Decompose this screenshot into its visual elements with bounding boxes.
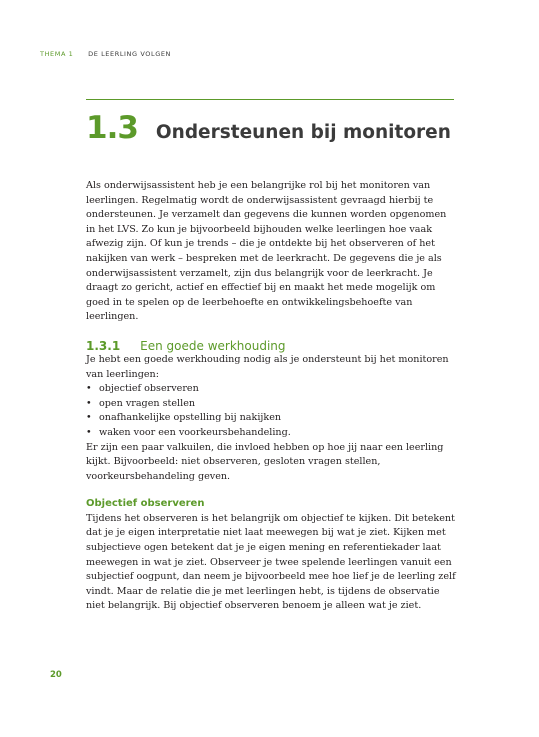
running-head <box>40 50 171 58</box>
subsection-heading <box>86 339 456 353</box>
page-number: 20 <box>50 670 62 680</box>
pitfalls-paragraph: Er zijn een paar valkuilen, die invloed hebben op hoe jij naar een leerling kijkt. Bijvoorbeeld: niet observeren, gesloten vragen stellen, voorkeursbehandeling geven. <box>86 441 444 482</box>
objective-heading: Objectief observeren <box>86 498 205 510</box>
list-item-text: open vragen stellen <box>99 397 196 409</box>
list-item <box>86 426 456 441</box>
running-head-title: DE LEERLING VOLGEN <box>88 50 172 58</box>
section-heading <box>86 110 451 146</box>
list-item-text: waken voor een voorkeursbehandeling. <box>99 426 291 438</box>
bullet-icon: • <box>86 426 92 438</box>
subsection-title: Een goede werkhouding <box>140 338 286 353</box>
objective-paragraph: Tijdens het observeren is het belangrijk om objectief te kijken. Dit betekent dat je je eigen interpretatie niet laat meewegen bij wat je ziet. Kijken met subjectieve ogen betekent dat je je eigen mening en referentiekader laat meewegen in wat je ziet. Observeer je twee spelende leerlingen vanuit een subjectief oogpunt, dan neem je bijvoorbeeld mee hoe lief je de leerling zelf vindt. Maar de relatie die je met leerlingen hebt, is tijdens de observatie niet belangrijk. Bij objectief observeren benoem je alleen wat je ziet. <box>86 512 456 612</box>
body-content <box>86 179 456 614</box>
intro-paragraph: Als onderwijsassistent heb je een belangrijke rol bij het monitoren van leerlingen. Regelmatig wordt de onderwijsassistent gevraagd hierbij te ondersteunen. Je verzamelt dan gegevens die kunnen worden opgenomen in het LVS. Zo kun je bijvoorbeeld bijhouden welke leerlingen hoe vaak afwezig zijn. Of kun je trends – die je ontdekte bij het observeren of het nakijken van werk – bespreken met de leerkracht. De gegevens die je als onderwijsassistent verzamelt, zijn dus belangrijk voor de leerkracht. Je draagt zo gericht, actief en effectief bij en maakt het mede mogelijk om goed in te spelen op de leerbehoefte en ontwikkelingsbehoefte van leerlingen. <box>86 180 447 323</box>
running-head-theme: THEMA 1 <box>40 50 74 58</box>
bullet-icon: • <box>86 383 92 395</box>
list-item <box>86 382 456 397</box>
bullet-icon: • <box>86 412 92 424</box>
list-item-text: objectief observeren <box>99 383 199 395</box>
bullet-list <box>86 382 456 440</box>
section-rule <box>86 99 454 100</box>
list-item <box>86 397 456 412</box>
list-item <box>86 411 456 426</box>
list-item-text: onafhankelijke opstelling bij nakijken <box>99 412 282 424</box>
subsection-number: 1.3.1 <box>86 338 121 353</box>
subsection-lead: Je hebt een goede werkhouding nodig als je ondersteunt bij het monitoren van leerlingen: <box>86 353 449 380</box>
section-number: 1.3 <box>86 110 138 146</box>
bullet-icon: • <box>86 397 92 409</box>
section-title: Ondersteunen bij monitoren <box>155 122 451 143</box>
